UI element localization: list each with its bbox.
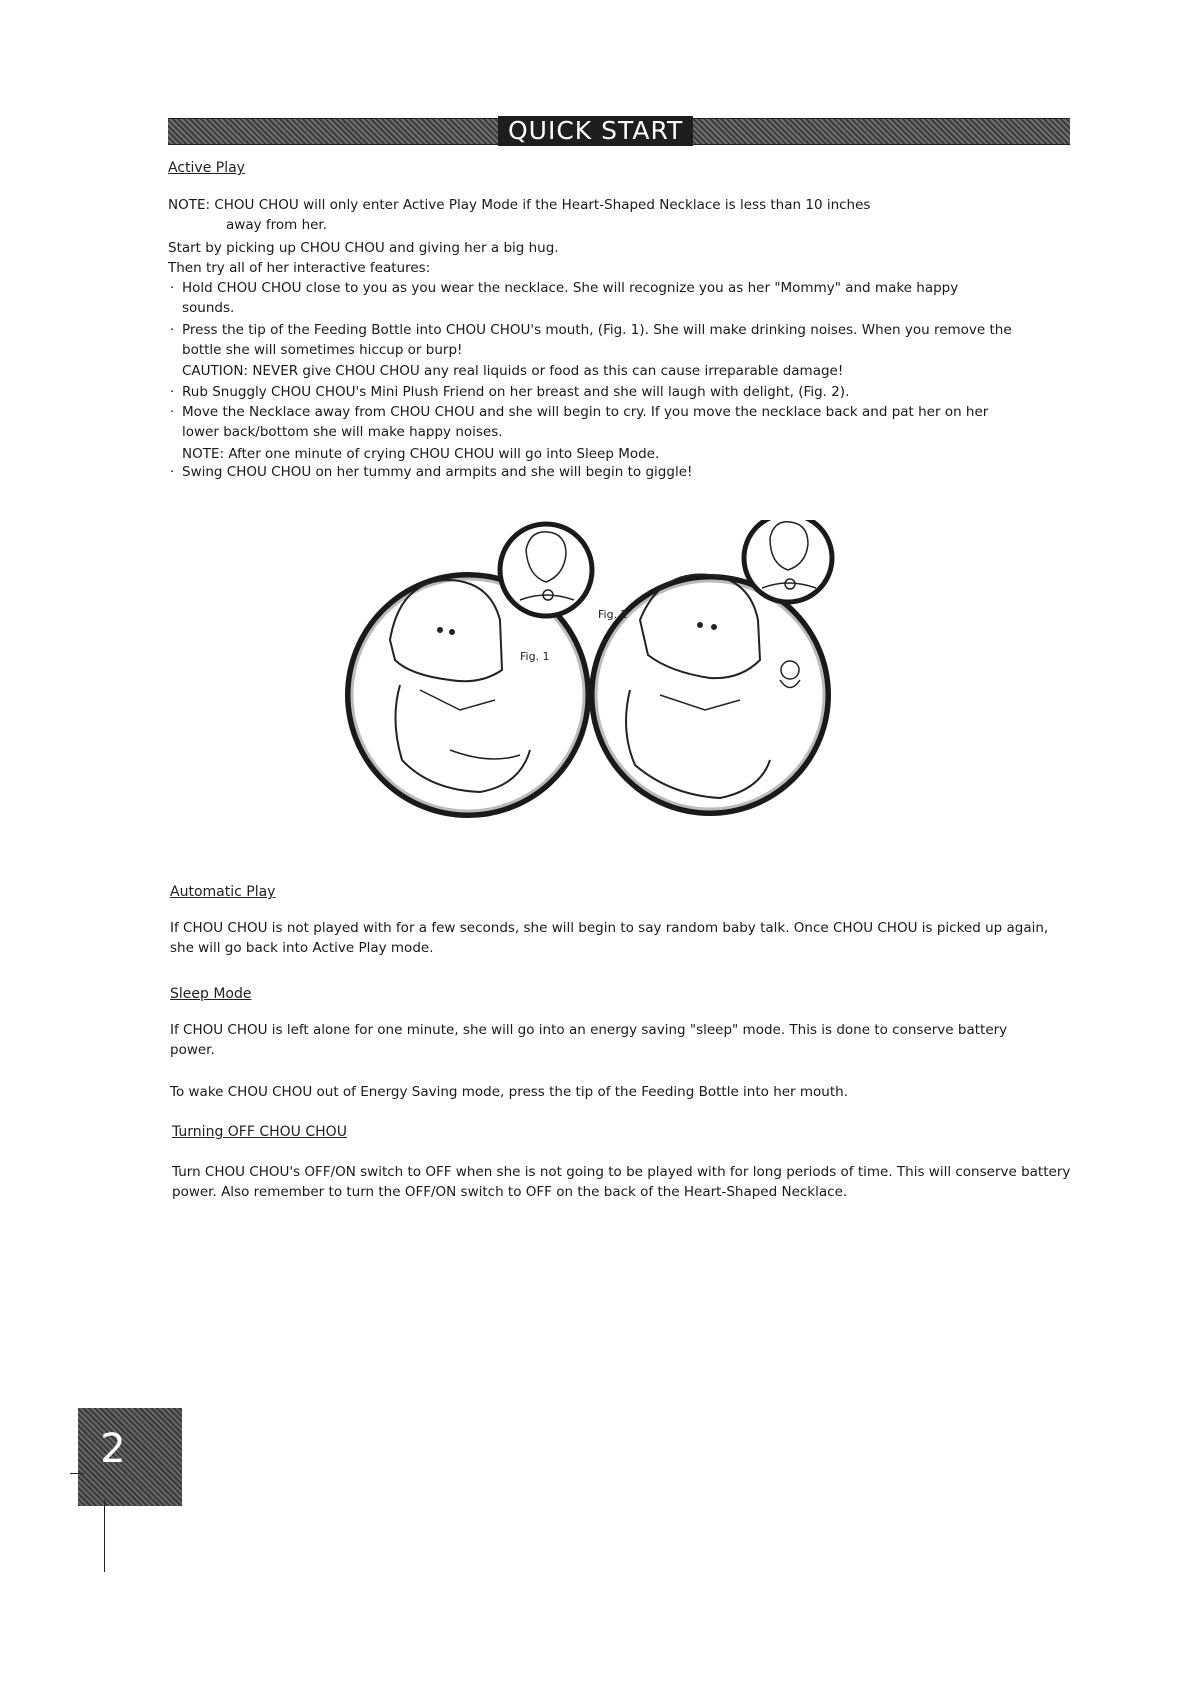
margin-tick	[70, 1473, 84, 1474]
sleep-mode-text-1: If CHOU CHOU is left alone for one minute, she will go into an energy saving "sleep" mode. This is done to conserve battery power.	[170, 1022, 1008, 1058]
active-play-start: Start by picking up CHOU CHOU and giving her a big hug.	[168, 240, 559, 256]
margin-line	[104, 1500, 105, 1572]
list-item: · Rub Snuggly CHOU CHOU's Mini Plush Friend on her breast and she will laugh with delight, (Fig. 2).	[170, 382, 1012, 402]
page-number: 2	[100, 1426, 126, 1472]
automatic-play-text: If CHOU CHOU is not played with for a few seconds, she will begin to say random baby talk. Once CHOU CHOU is picked up again, she will go back into Active Play mode.	[170, 920, 1049, 956]
turning-off-text: Turn CHOU CHOU's OFF/ON switch to OFF when she is not going to be played with for long periods of time. This will conserve battery power. Also remember to turn the OFF/ON switch to OFF on the back of the Heart-Shaped Necklace.	[172, 1164, 1071, 1200]
active-play-then: Then try all of her interactive features:	[168, 260, 431, 276]
heading-active-play: Active Play	[168, 160, 245, 176]
heading-automatic-play: Automatic Play	[170, 884, 276, 900]
doll-illustration	[330, 520, 930, 830]
list-item: · Swing CHOU CHOU on her tummy and armpits and she will begin to giggle!	[170, 462, 1012, 482]
heading-sleep-mode: Sleep Mode	[170, 986, 252, 1002]
list-item: · Press the tip of the Feeding Bottle into CHOU CHOU's mouth, (Fig. 1). She will make drinking noises. When you remove the bottle she will sometimes hiccup or burp!	[170, 320, 1012, 360]
fig2-label: Fig. 2	[598, 608, 628, 621]
active-play-note-line1: NOTE: CHOU CHOU will only enter Active Play Mode if the Heart-Shaped Necklace is less than 10 inches	[168, 197, 871, 213]
active-play-note-line2: away from her.	[226, 217, 328, 233]
list-item: · Move the Necklace away from CHOU CHOU and she will begin to cry. If you move the necklace back and pat her on her lower back/bottom she will make happy noises.	[170, 402, 1012, 442]
fig1-label: Fig. 1	[520, 650, 550, 663]
sleep-note-text: NOTE: After one minute of crying CHOU CHOU will go into Sleep Mode.	[182, 446, 660, 462]
sleep-mode-text-2: To wake CHOU CHOU out of Energy Saving mode, press the tip of the Feeding Bottle into her mouth.	[170, 1084, 849, 1100]
figure-1	[348, 524, 592, 815]
list-item: · Hold CHOU CHOU close to you as you wear the necklace. She will recognize you as her "Mommy" and make happy sounds.	[170, 278, 1012, 318]
caution-text: CAUTION: NEVER give CHOU CHOU any real liquids or food as this can cause irreparable damage!	[182, 363, 844, 379]
section-banner	[168, 118, 1070, 145]
page-number-box	[78, 1408, 182, 1506]
banner-title: QUICK START	[498, 116, 693, 146]
heading-turning-off: Turning OFF CHOU CHOU	[172, 1124, 347, 1140]
figure-2	[592, 520, 832, 813]
